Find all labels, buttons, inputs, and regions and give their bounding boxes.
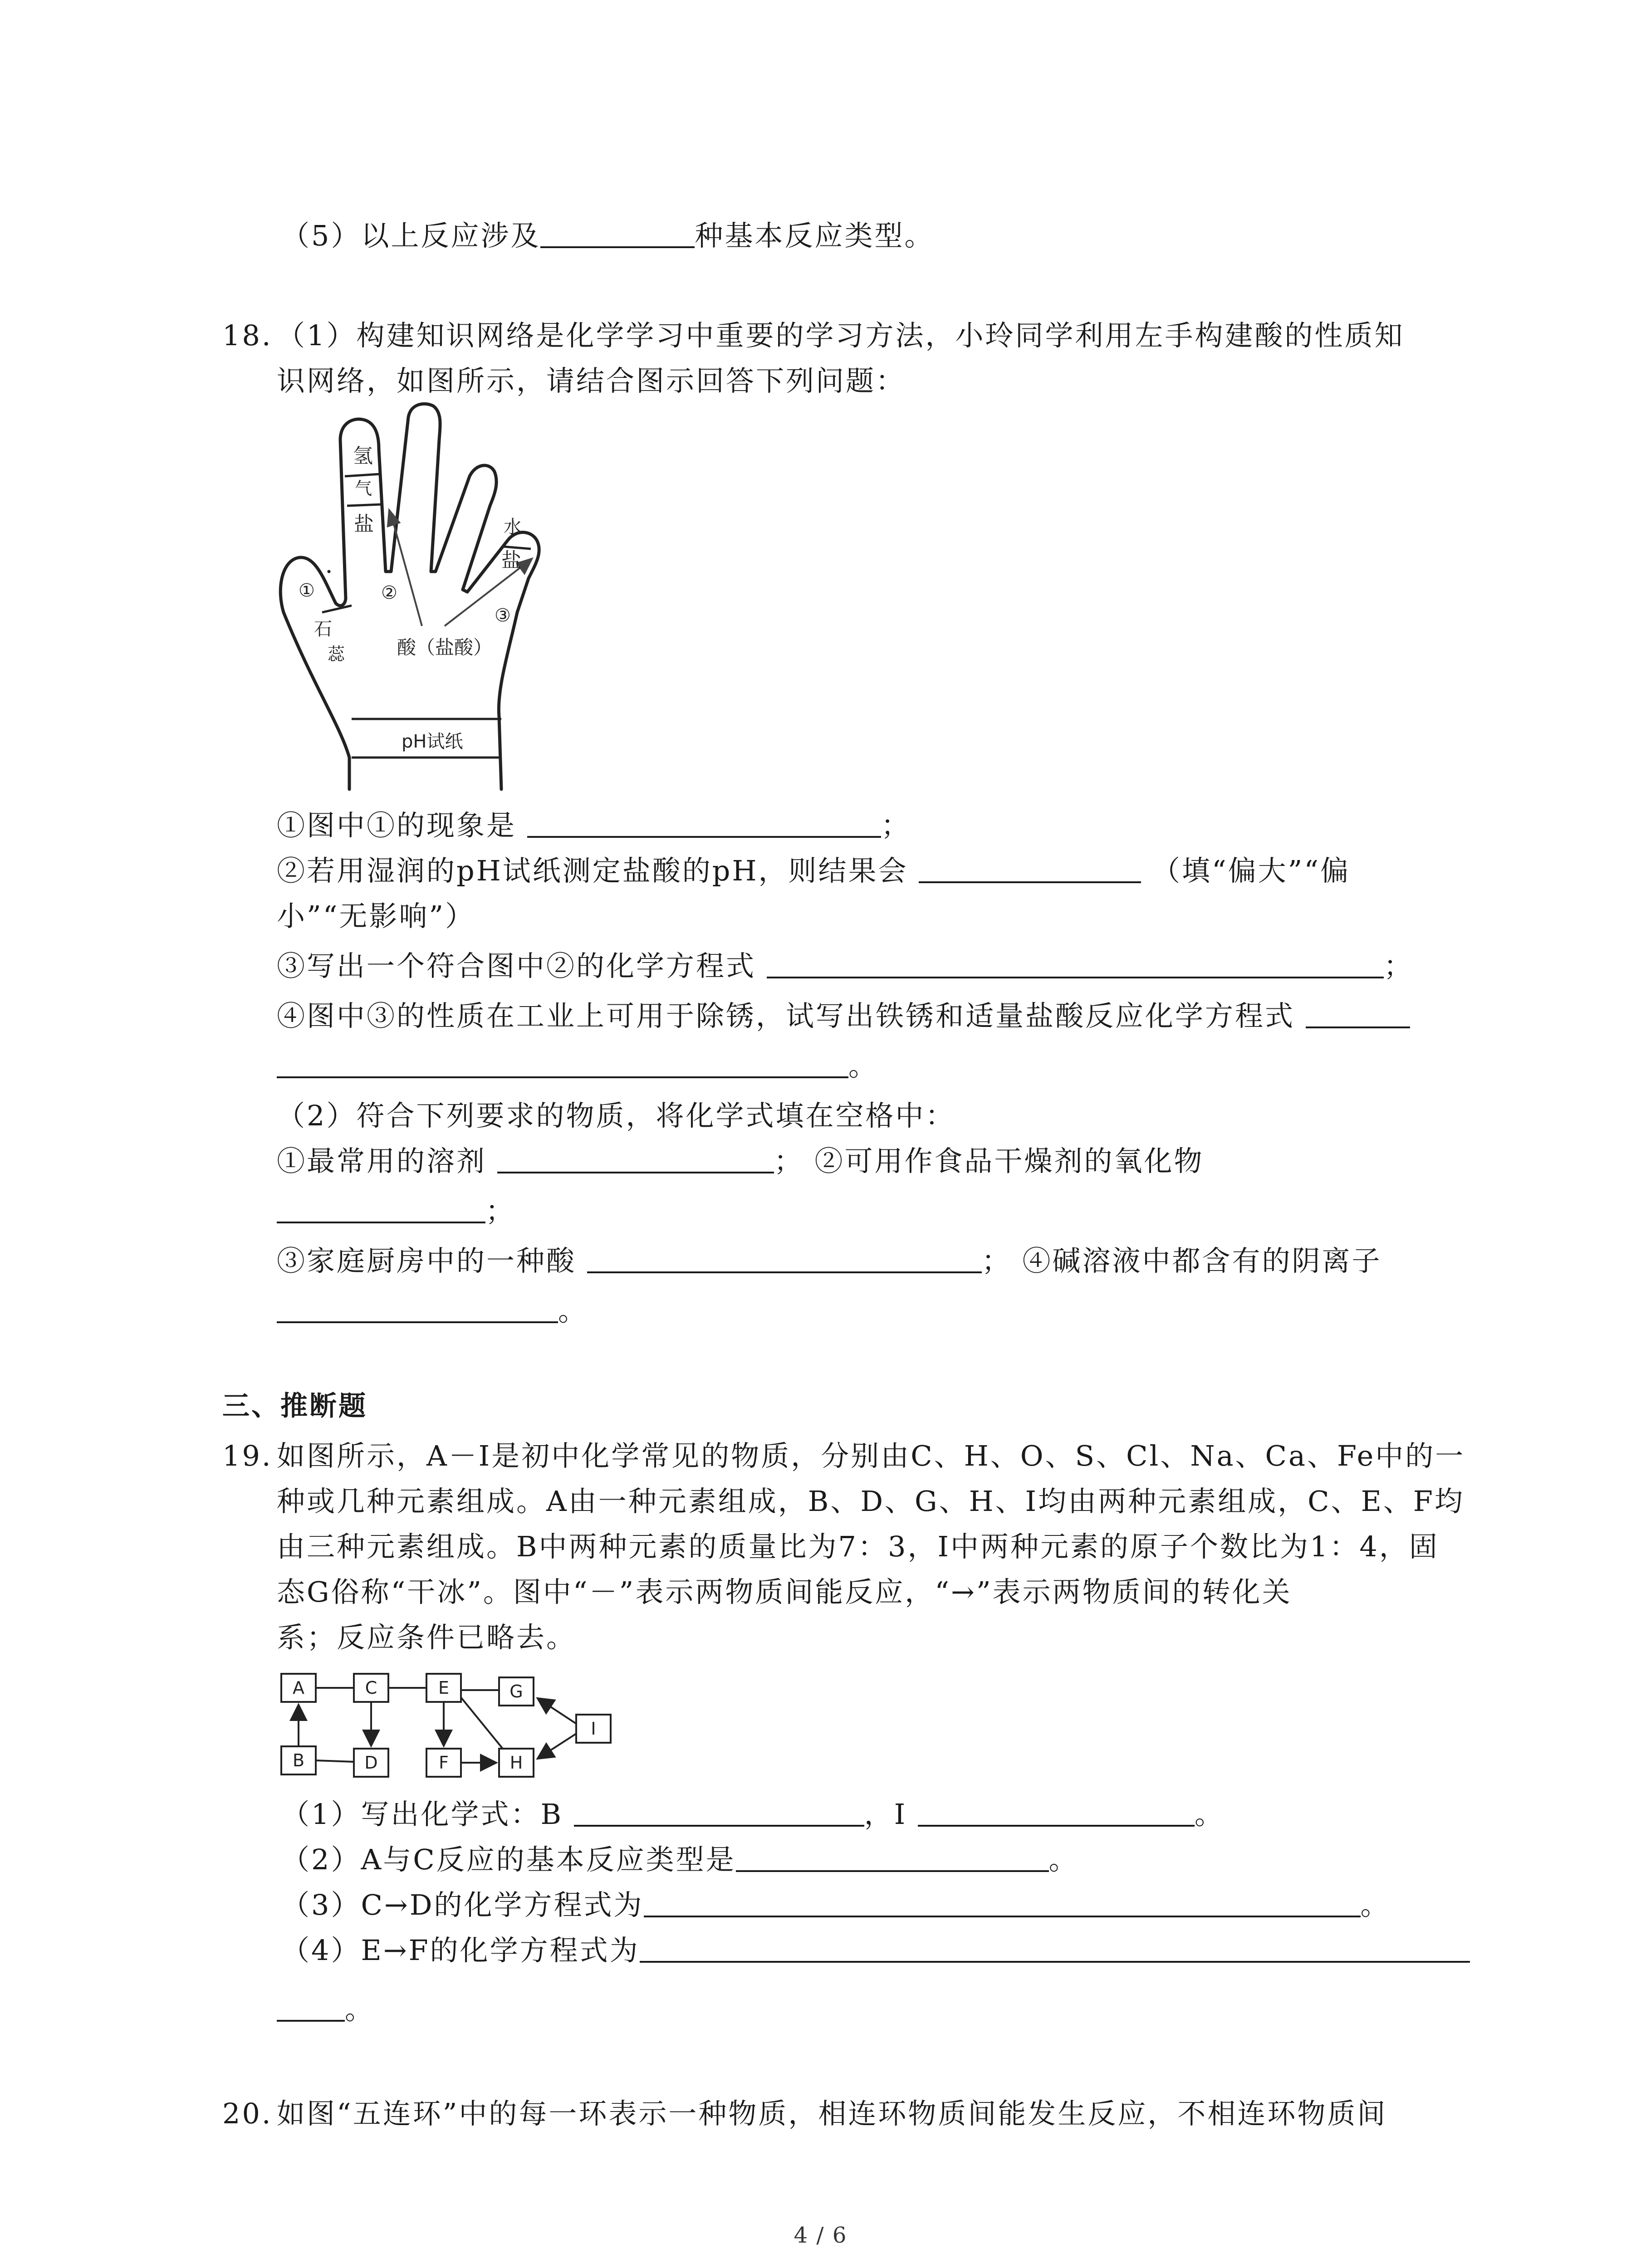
label-I: I [591, 1719, 596, 1739]
q18-p2-item4-text: ④碱溶液中都含有的阴离子 [1022, 1244, 1382, 1277]
q19-number: 19. [222, 1439, 273, 1472]
q18-item2-text: ②若用湿润的pH试纸测定盐酸的pH，则结果会 [277, 854, 908, 887]
q19-line4: 态G俗称“干冰”。图中“－”表示两物质间能反应，“→”表示两物质间的转化关 [277, 1575, 1292, 1608]
label-palm: 酸（盐酸） [397, 636, 493, 659]
q18-p2-item3-answer-blank[interactable] [587, 1243, 982, 1273]
q20-line1: 如图“五连环”中的每一环表示一种物质，相连环物质间能发生反应，不相连环物质间 [277, 2097, 1387, 2130]
q19-sub4-answer-blank-1[interactable] [640, 1933, 1470, 1963]
q19-sub1-end: 。 [1194, 1798, 1225, 1831]
q17-part5-text-a: （5）以上反应涉及 [281, 219, 541, 252]
q17-part5-answer-blank[interactable] [540, 218, 695, 248]
label-little-top: 水 [504, 517, 522, 538]
q18-p2-item3-text: ③家庭厨房中的一种酸 [277, 1244, 577, 1277]
q18-p2-item3-end: ； [981, 1244, 1012, 1277]
label-index-low: 盐 [354, 513, 374, 536]
q17-part5-line [281, 218, 934, 254]
q18-item2-answer-blank[interactable] [919, 853, 1141, 883]
q18-item3-answer-blank[interactable] [767, 948, 1384, 978]
q18-intro-line2: 识网络，如图所示，请结合图示回答下列问题： [277, 364, 906, 397]
q19-sub3-answer-blank[interactable] [644, 1887, 1361, 1917]
q20-number: 20. [222, 2097, 273, 2130]
q19-sub1-answer-blank-I[interactable] [918, 1797, 1195, 1827]
label-C: C [365, 1678, 377, 1698]
arrow-I-G [539, 1699, 576, 1724]
mark-2: ② [381, 582, 397, 603]
thumb-divider [322, 606, 352, 612]
q18-item4-answer-blank-1[interactable] [1306, 998, 1410, 1028]
q19-sub1-text-I: ，I [864, 1798, 907, 1831]
q19-sub4-line [281, 1932, 1470, 1969]
q18-p2-item2-text: ②可用作食品干燥剂的氧化物 [814, 1144, 1204, 1178]
q18-part2-intro: （2）符合下列要求的物质，将化学式填在空格中： [277, 1099, 955, 1132]
link-B-D [316, 1760, 354, 1762]
q19-sub4-answer-blank-2[interactable] [277, 1992, 345, 2022]
arrow-3 [445, 565, 524, 626]
label-index-top: 氢 [353, 445, 373, 468]
q19-sub2-end: 。 [1048, 1843, 1079, 1876]
q18-item3-end: ； [1383, 949, 1414, 982]
q19-sub4-text: （4）E→F的化学方程式为 [281, 1934, 640, 1967]
q19-relation-diagram [272, 1665, 626, 1801]
q19-sub2-answer-blank[interactable] [736, 1842, 1049, 1872]
q19-sub3-line [281, 1887, 1391, 1923]
q18-item3-text: ③写出一个符合图中②的化学方程式 [277, 949, 756, 982]
q18-item1-text: ①图中①的现象是 [277, 809, 517, 842]
label-F: F [439, 1753, 449, 1773]
mark-1: ① [299, 580, 315, 601]
q18-item3-line [277, 948, 1414, 984]
q18-part2-item4-cont [277, 1293, 588, 1329]
q18-item4-cont [277, 1048, 878, 1084]
q18-p2-item4-answer-blank[interactable] [277, 1293, 558, 1323]
q18-number: 18. [222, 319, 273, 352]
q19-sub3-end: 。 [1360, 1888, 1391, 1921]
hand-knowledge-figure [272, 399, 581, 794]
q18-item1-line [277, 807, 911, 844]
q18-item1-answer-blank[interactable] [527, 808, 881, 838]
q18-item1-end: ； [881, 809, 911, 842]
q19-line2: 种或几种元素组成。A由一种元素组成，B、D、G、H、I均由两种元素组成，C、E、F均 [277, 1485, 1465, 1518]
arrow-2 [392, 519, 422, 626]
q18-item2-line [277, 853, 1350, 889]
label-H: H [509, 1753, 523, 1773]
q18-part2-item1-line [277, 1143, 1204, 1179]
q17-part5-text-b: 种基本反应类型。 [695, 219, 935, 252]
q19-sub1-answer-blank-B[interactable] [574, 1797, 864, 1827]
q18-item4-answer-blank-2[interactable] [277, 1048, 848, 1078]
q18-p2-item4-end: 。 [558, 1294, 588, 1327]
q18-intro-line1: （1）构建知识网络是化学学习中重要的学习方法，小玲同学利用左手构建酸的性质知 [277, 319, 1405, 352]
q19-line3: 由三种元素组成。B中两种元素的质量比为7：3，I中两种元素的原子个数比为1：4，固 [277, 1530, 1439, 1563]
q18-p2-item1-end: ； [774, 1144, 804, 1178]
q18-p2-item2-answer-blank[interactable] [277, 1193, 485, 1223]
q19-sub1-text: （1）写出化学式：B [281, 1798, 563, 1831]
arrow-I-H [539, 1734, 576, 1758]
link-E-H [461, 1697, 503, 1749]
q19-sub3-text: （3）C→D的化学方程式为 [281, 1888, 644, 1921]
q18-item2-hint: （填“偏大”“偏 [1151, 854, 1351, 887]
q19-sub4-cont [277, 1991, 375, 2028]
q18-item2-cont: 小”“无影响”） [277, 899, 475, 933]
label-D: D [364, 1753, 378, 1773]
q18-item4-text: ④图中③的性质在工业上可用于除锈，试写出铁锈和适量盐酸反应化学方程式 [277, 999, 1295, 1032]
label-E: E [438, 1678, 450, 1698]
q19-sub2-line [281, 1842, 1079, 1878]
page-number: 4 / 6 [794, 2223, 847, 2248]
label-thumb-2: 蕊 [328, 644, 345, 664]
q19-line1: 如图所示，A－I是初中化学常见的物质，分别由C、H、O、S、Cl、Na、Ca、Fe中的一 [277, 1439, 1465, 1472]
q18-p2-item1-text: ①最常用的溶剂 [277, 1144, 487, 1178]
label-index-mid: 气 [355, 479, 372, 499]
label-wrist: pH试纸 [402, 731, 463, 752]
label-B: B [292, 1750, 305, 1770]
index-divider-2 [347, 504, 381, 506]
label-G: G [509, 1681, 523, 1701]
q19-sub4-end: 。 [345, 1993, 375, 2026]
q18-item4-end: 。 [848, 1049, 879, 1082]
q19-sub2-text: （2）A与C反应的基本反应类型是 [281, 1843, 736, 1876]
section-3-title: 三、推断题 [222, 1390, 367, 1422]
q18-part2-item3-line [277, 1243, 1381, 1279]
q19-sub1-line [281, 1796, 1225, 1833]
mark-3: ③ [495, 605, 511, 626]
index-divider-1 [345, 474, 380, 476]
q18-p2-item1-answer-blank[interactable] [497, 1144, 774, 1173]
label-A: A [293, 1678, 304, 1698]
q18-part2-item2-cont [277, 1193, 515, 1229]
label-little-low: 盐 [501, 549, 521, 572]
q18-p2-item2-end: ； [485, 1194, 516, 1227]
label-thumb-1: 石 [314, 619, 332, 640]
q19-line5: 系；反应条件已略去。 [277, 1621, 577, 1654]
q18-item4-line [277, 998, 1410, 1034]
